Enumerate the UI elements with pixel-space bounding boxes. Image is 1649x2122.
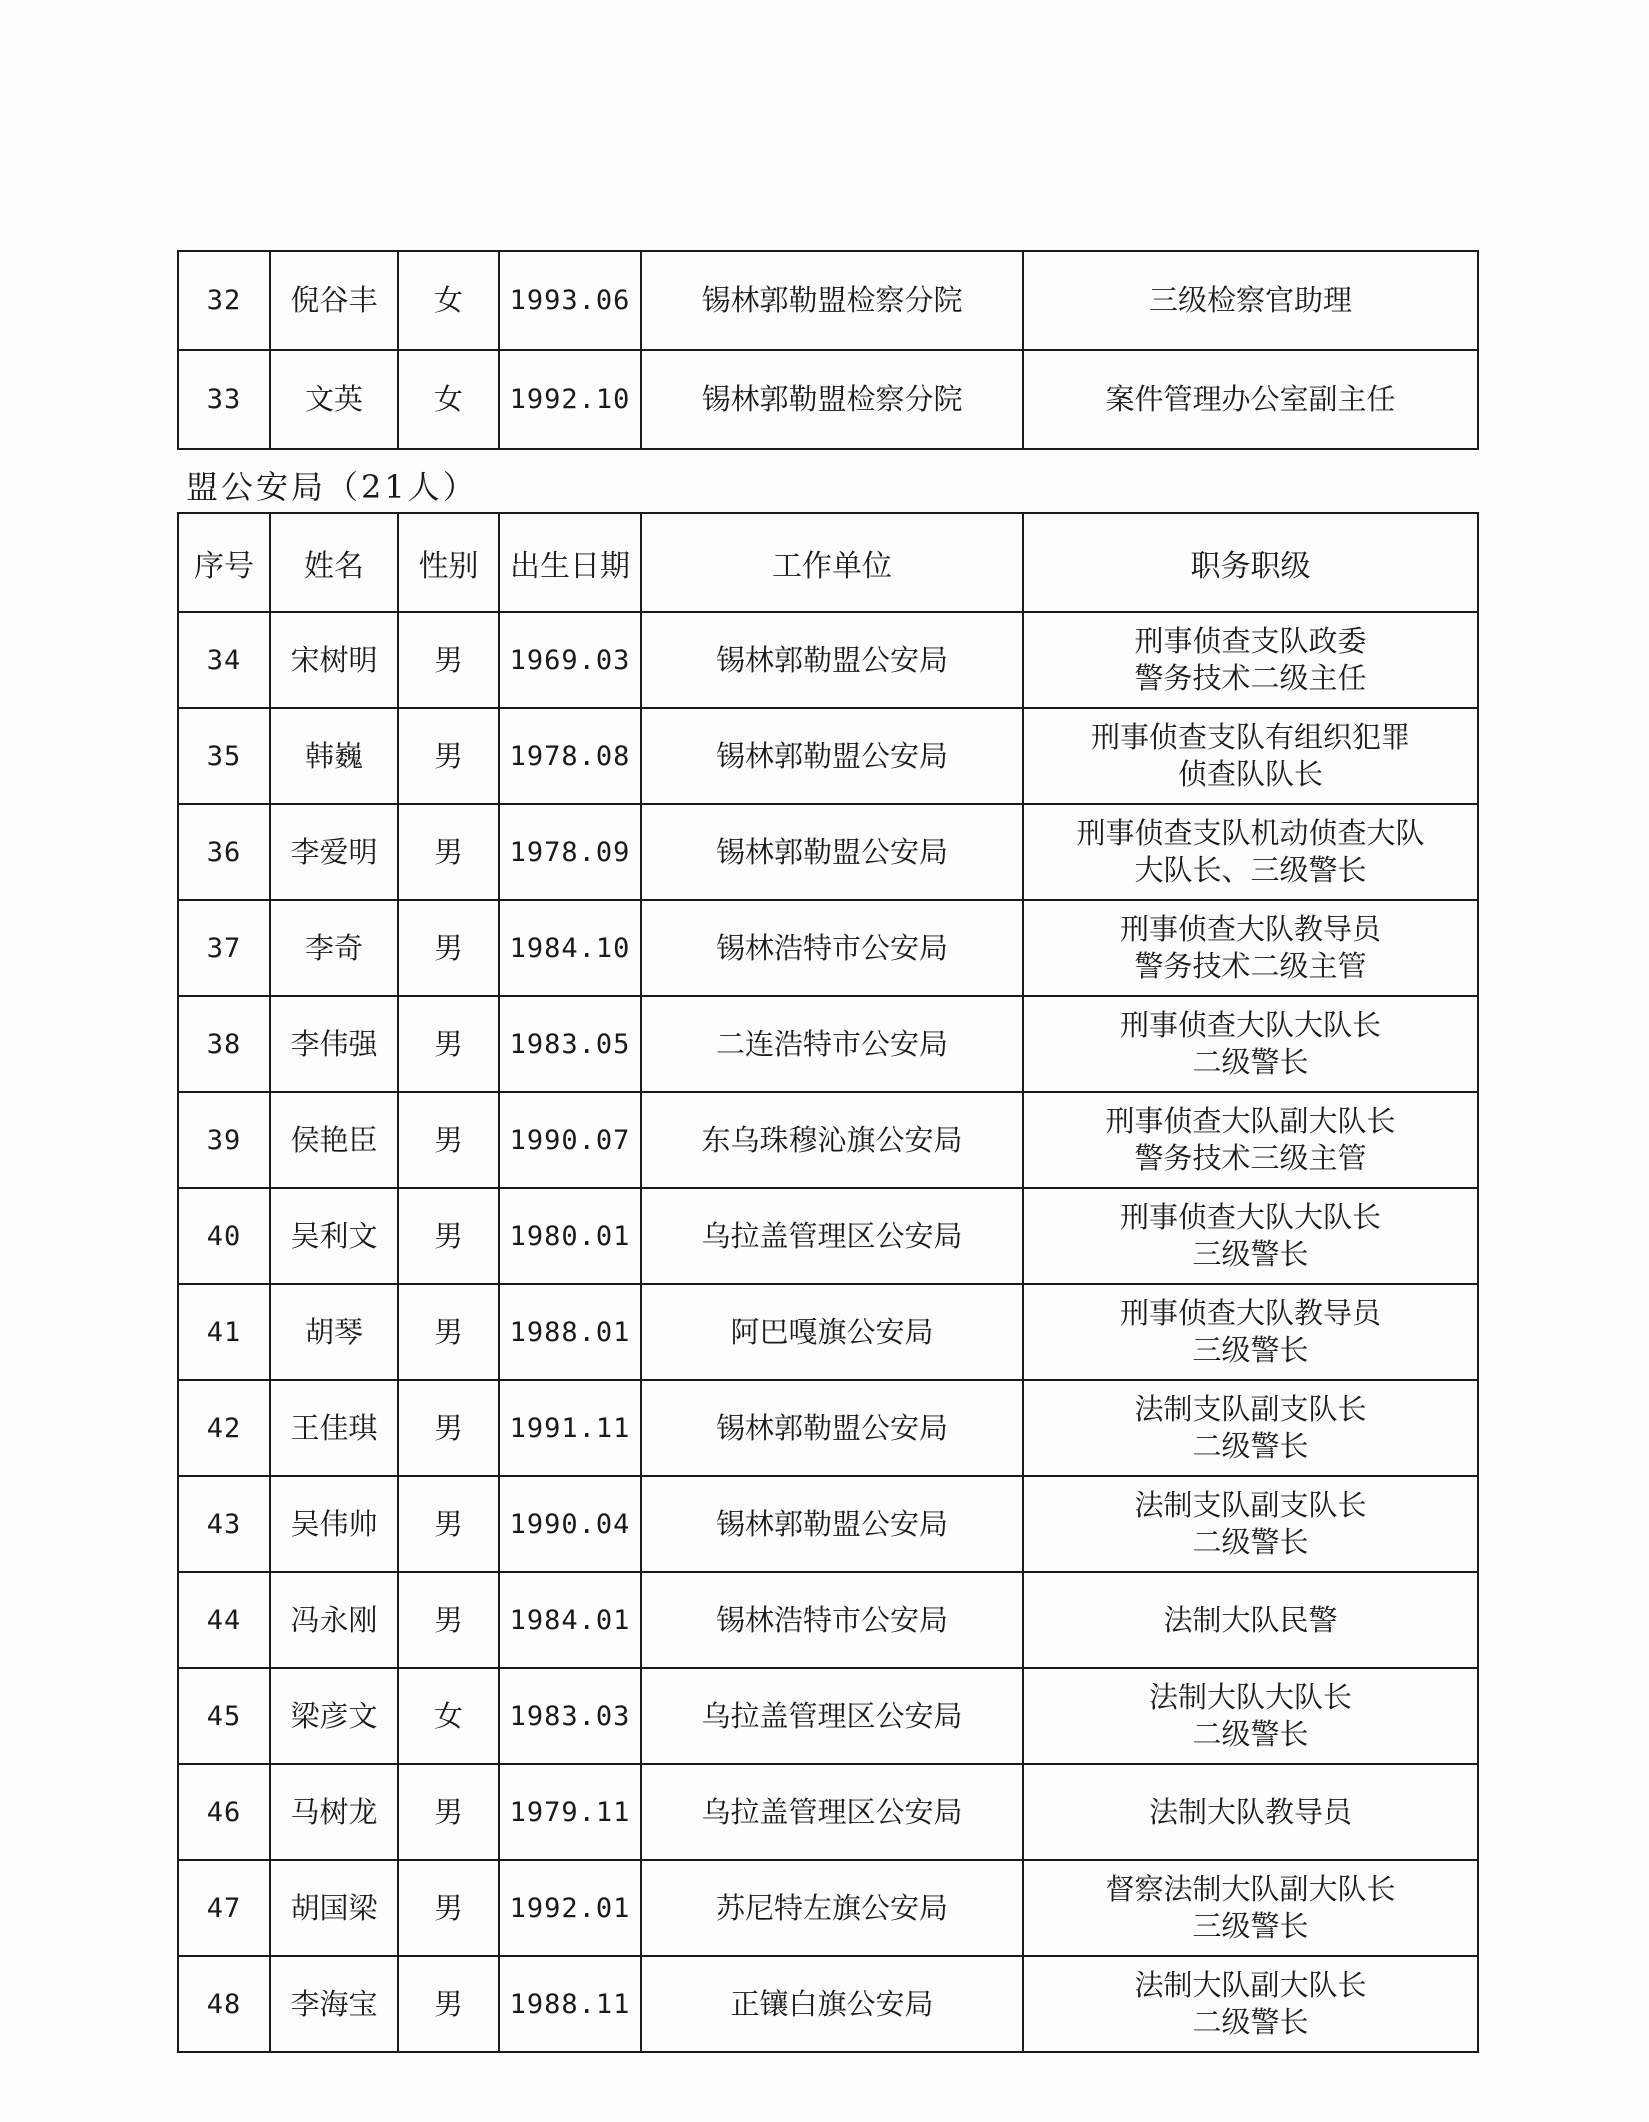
cell-position bbox=[1023, 804, 1478, 900]
cell-name: 胡国梁 bbox=[270, 1860, 398, 1956]
cell-work-unit: 东乌珠穆沁旗公安局 bbox=[641, 1092, 1023, 1188]
cell-gender: 女 bbox=[398, 1668, 499, 1764]
cell-number: 43 bbox=[178, 1476, 270, 1572]
table-row bbox=[178, 350, 1478, 449]
cell-number: 38 bbox=[178, 996, 270, 1092]
position-line: 法制大队副大队长 bbox=[1134, 1968, 1367, 2002]
table-row bbox=[178, 1956, 1478, 2052]
cell-number: 36 bbox=[178, 804, 270, 900]
cell-position bbox=[1023, 708, 1478, 804]
table-row bbox=[178, 612, 1478, 708]
cell-position bbox=[1023, 1764, 1478, 1860]
cell-gender: 男 bbox=[398, 804, 499, 900]
table-row bbox=[178, 1764, 1478, 1860]
cell-gender: 男 bbox=[398, 708, 499, 804]
cell-number: 46 bbox=[178, 1764, 270, 1860]
cell-birth-date: 1978.09 bbox=[499, 804, 641, 900]
cell-gender: 男 bbox=[398, 1188, 499, 1284]
position-line: 刑事侦查大队大队长 bbox=[1119, 1008, 1381, 1042]
cell-work-unit: 乌拉盖管理区公安局 bbox=[641, 1668, 1023, 1764]
cell-work-unit: 锡林浩特市公安局 bbox=[641, 900, 1023, 996]
position-line: 三级警长 bbox=[1192, 1909, 1309, 1943]
position-line: 二级警长 bbox=[1192, 2005, 1309, 2039]
cell-number: 40 bbox=[178, 1188, 270, 1284]
cell-birth-date: 1990.04 bbox=[499, 1476, 641, 1572]
table-row bbox=[178, 1188, 1478, 1284]
cell-position bbox=[1023, 996, 1478, 1092]
cell-work-unit: 锡林郭勒盟公安局 bbox=[641, 1380, 1023, 1476]
table-row bbox=[178, 996, 1478, 1092]
cell-gender: 男 bbox=[398, 996, 499, 1092]
cell-gender: 女 bbox=[398, 350, 499, 449]
position-line: 二级警长 bbox=[1192, 1525, 1309, 1559]
cell-gender: 男 bbox=[398, 1380, 499, 1476]
cell-name: 韩巍 bbox=[270, 708, 398, 804]
cell-gender: 男 bbox=[398, 1572, 499, 1668]
position-line: 警务技术二级主管 bbox=[1134, 949, 1367, 983]
table-row bbox=[178, 1668, 1478, 1764]
cell-name: 吴伟帅 bbox=[270, 1476, 398, 1572]
position-line: 法制支队副支队长 bbox=[1134, 1392, 1367, 1426]
cell-position bbox=[1023, 1476, 1478, 1572]
cell-work-unit: 乌拉盖管理区公安局 bbox=[641, 1764, 1023, 1860]
cell-name: 李奇 bbox=[270, 900, 398, 996]
position-line: 警务技术二级主任 bbox=[1134, 661, 1367, 695]
cell-number: 33 bbox=[178, 350, 270, 449]
cell-number: 35 bbox=[178, 708, 270, 804]
cell-number: 39 bbox=[178, 1092, 270, 1188]
cell-gender: 男 bbox=[398, 612, 499, 708]
header-work-unit: 工作单位 bbox=[641, 513, 1023, 612]
cell-name: 王佳琪 bbox=[270, 1380, 398, 1476]
cell-position bbox=[1023, 1284, 1478, 1380]
cell-work-unit: 苏尼特左旗公安局 bbox=[641, 1860, 1023, 1956]
cell-gender: 男 bbox=[398, 1284, 499, 1380]
cell-name: 李伟强 bbox=[270, 996, 398, 1092]
cell-name: 吴利文 bbox=[270, 1188, 398, 1284]
position-line: 警务技术三级主管 bbox=[1134, 1141, 1367, 1175]
table-header-row bbox=[178, 513, 1478, 612]
position-line: 刑事侦查支队政委 bbox=[1134, 624, 1367, 658]
header-name: 姓名 bbox=[270, 513, 398, 612]
cell-number: 48 bbox=[178, 1956, 270, 2052]
cell-birth-date: 1984.01 bbox=[499, 1572, 641, 1668]
cell-name: 马树龙 bbox=[270, 1764, 398, 1860]
position-line: 法制大队大队长 bbox=[1148, 1680, 1352, 1714]
position-line: 刑事侦查大队大队长 bbox=[1119, 1200, 1381, 1234]
cell-position bbox=[1023, 1188, 1478, 1284]
header-gender: 性别 bbox=[398, 513, 499, 612]
position-line: 侦查队队长 bbox=[1177, 757, 1323, 791]
cell-name: 李爱明 bbox=[270, 804, 398, 900]
position-line: 二级警长 bbox=[1192, 1429, 1309, 1463]
cell-birth-date: 1983.05 bbox=[499, 996, 641, 1092]
cell-work-unit: 锡林郭勒盟公安局 bbox=[641, 612, 1023, 708]
position-line: 二级警长 bbox=[1192, 1045, 1309, 1079]
header-position: 职务职级 bbox=[1023, 513, 1478, 612]
cell-position bbox=[1023, 251, 1478, 350]
cell-name: 倪谷丰 bbox=[270, 251, 398, 350]
cell-work-unit: 锡林郭勒盟公安局 bbox=[641, 708, 1023, 804]
section-title: 盟公安局（21人） bbox=[186, 468, 478, 506]
cell-name: 文英 bbox=[270, 350, 398, 449]
table-row bbox=[178, 251, 1478, 350]
position-line: 刑事侦查支队有组织犯罪 bbox=[1090, 720, 1410, 754]
position-line: 二级警长 bbox=[1192, 1717, 1309, 1751]
cell-birth-date: 1992.10 bbox=[499, 350, 641, 449]
cell-number: 34 bbox=[178, 612, 270, 708]
header-number: 序号 bbox=[178, 513, 270, 612]
cell-name: 李海宝 bbox=[270, 1956, 398, 2052]
cell-work-unit: 锡林郭勒盟公安局 bbox=[641, 1476, 1023, 1572]
cell-position bbox=[1023, 1092, 1478, 1188]
table-row bbox=[178, 1380, 1478, 1476]
cell-birth-date: 1979.11 bbox=[499, 1764, 641, 1860]
cell-work-unit: 正镶白旗公安局 bbox=[641, 1956, 1023, 2052]
position-line: 法制大队民警 bbox=[1163, 1602, 1338, 1637]
cell-gender: 男 bbox=[398, 1092, 499, 1188]
cell-birth-date: 1984.10 bbox=[499, 900, 641, 996]
cell-work-unit: 二连浩特市公安局 bbox=[641, 996, 1023, 1092]
cell-birth-date: 1993.06 bbox=[499, 251, 641, 350]
cell-name: 宋树明 bbox=[270, 612, 398, 708]
cell-number: 37 bbox=[178, 900, 270, 996]
cell-birth-date: 1983.03 bbox=[499, 1668, 641, 1764]
cell-position bbox=[1023, 612, 1478, 708]
cell-position bbox=[1023, 1572, 1478, 1668]
table-row bbox=[178, 1092, 1478, 1188]
position-line: 大队长、三级警长 bbox=[1134, 853, 1367, 887]
cell-number: 32 bbox=[178, 251, 270, 350]
cell-birth-date: 1990.07 bbox=[499, 1092, 641, 1188]
cell-birth-date: 1992.01 bbox=[499, 1860, 641, 1956]
personnel-table-public-security bbox=[177, 512, 1479, 2053]
position-line: 督察法制大队副大队长 bbox=[1105, 1872, 1396, 1906]
table-row bbox=[178, 1284, 1478, 1380]
cell-birth-date: 1969.03 bbox=[499, 612, 641, 708]
cell-work-unit: 锡林郭勒盟公安局 bbox=[641, 804, 1023, 900]
cell-gender: 女 bbox=[398, 251, 499, 350]
position-line: 案件管理办公室副主任 bbox=[1105, 382, 1396, 416]
cell-position bbox=[1023, 900, 1478, 996]
cell-name: 胡琴 bbox=[270, 1284, 398, 1380]
table-row bbox=[178, 708, 1478, 804]
cell-position bbox=[1023, 350, 1478, 449]
position-line: 三级检察官助理 bbox=[1148, 283, 1352, 317]
header-birth-date: 出生日期 bbox=[499, 513, 641, 612]
cell-work-unit: 锡林郭勒盟检察分院 bbox=[641, 350, 1023, 449]
table-row bbox=[178, 804, 1478, 900]
cell-position bbox=[1023, 1956, 1478, 2052]
table-row bbox=[178, 900, 1478, 996]
cell-work-unit: 锡林浩特市公安局 bbox=[641, 1572, 1023, 1668]
cell-number: 47 bbox=[178, 1860, 270, 1956]
table-row bbox=[178, 1476, 1478, 1572]
table-row bbox=[178, 1860, 1478, 1956]
position-line: 刑事侦查支队机动侦查大队 bbox=[1076, 816, 1425, 850]
cell-birth-date: 1988.11 bbox=[499, 1956, 641, 2052]
cell-gender: 男 bbox=[398, 1956, 499, 2052]
personnel-table-procuratorate bbox=[177, 250, 1479, 450]
cell-birth-date: 1991.11 bbox=[499, 1380, 641, 1476]
position-line: 刑事侦查大队教导员 bbox=[1119, 1296, 1381, 1330]
cell-position bbox=[1023, 1860, 1478, 1956]
cell-gender: 男 bbox=[398, 900, 499, 996]
cell-gender: 男 bbox=[398, 1764, 499, 1860]
position-line: 三级警长 bbox=[1192, 1333, 1309, 1367]
cell-work-unit: 锡林郭勒盟检察分院 bbox=[641, 251, 1023, 350]
cell-gender: 男 bbox=[398, 1860, 499, 1956]
position-line: 法制大队教导员 bbox=[1148, 1794, 1352, 1829]
cell-gender: 男 bbox=[398, 1476, 499, 1572]
cell-name: 梁彦文 bbox=[270, 1668, 398, 1764]
cell-number: 45 bbox=[178, 1668, 270, 1764]
cell-birth-date: 1978.08 bbox=[499, 708, 641, 804]
cell-number: 41 bbox=[178, 1284, 270, 1380]
cell-birth-date: 1980.01 bbox=[499, 1188, 641, 1284]
cell-number: 42 bbox=[178, 1380, 270, 1476]
cell-name: 侯艳臣 bbox=[270, 1092, 398, 1188]
cell-name: 冯永刚 bbox=[270, 1572, 398, 1668]
position-line: 刑事侦查大队副大队长 bbox=[1105, 1104, 1396, 1138]
cell-position bbox=[1023, 1380, 1478, 1476]
cell-work-unit: 乌拉盖管理区公安局 bbox=[641, 1188, 1023, 1284]
cell-work-unit: 阿巴嘎旗公安局 bbox=[641, 1284, 1023, 1380]
table-row bbox=[178, 1572, 1478, 1668]
position-line: 刑事侦查大队教导员 bbox=[1119, 912, 1381, 946]
cell-position bbox=[1023, 1668, 1478, 1764]
cell-number: 44 bbox=[178, 1572, 270, 1668]
position-line: 三级警长 bbox=[1192, 1237, 1309, 1271]
cell-birth-date: 1988.01 bbox=[499, 1284, 641, 1380]
position-line: 法制支队副支队长 bbox=[1134, 1488, 1367, 1522]
